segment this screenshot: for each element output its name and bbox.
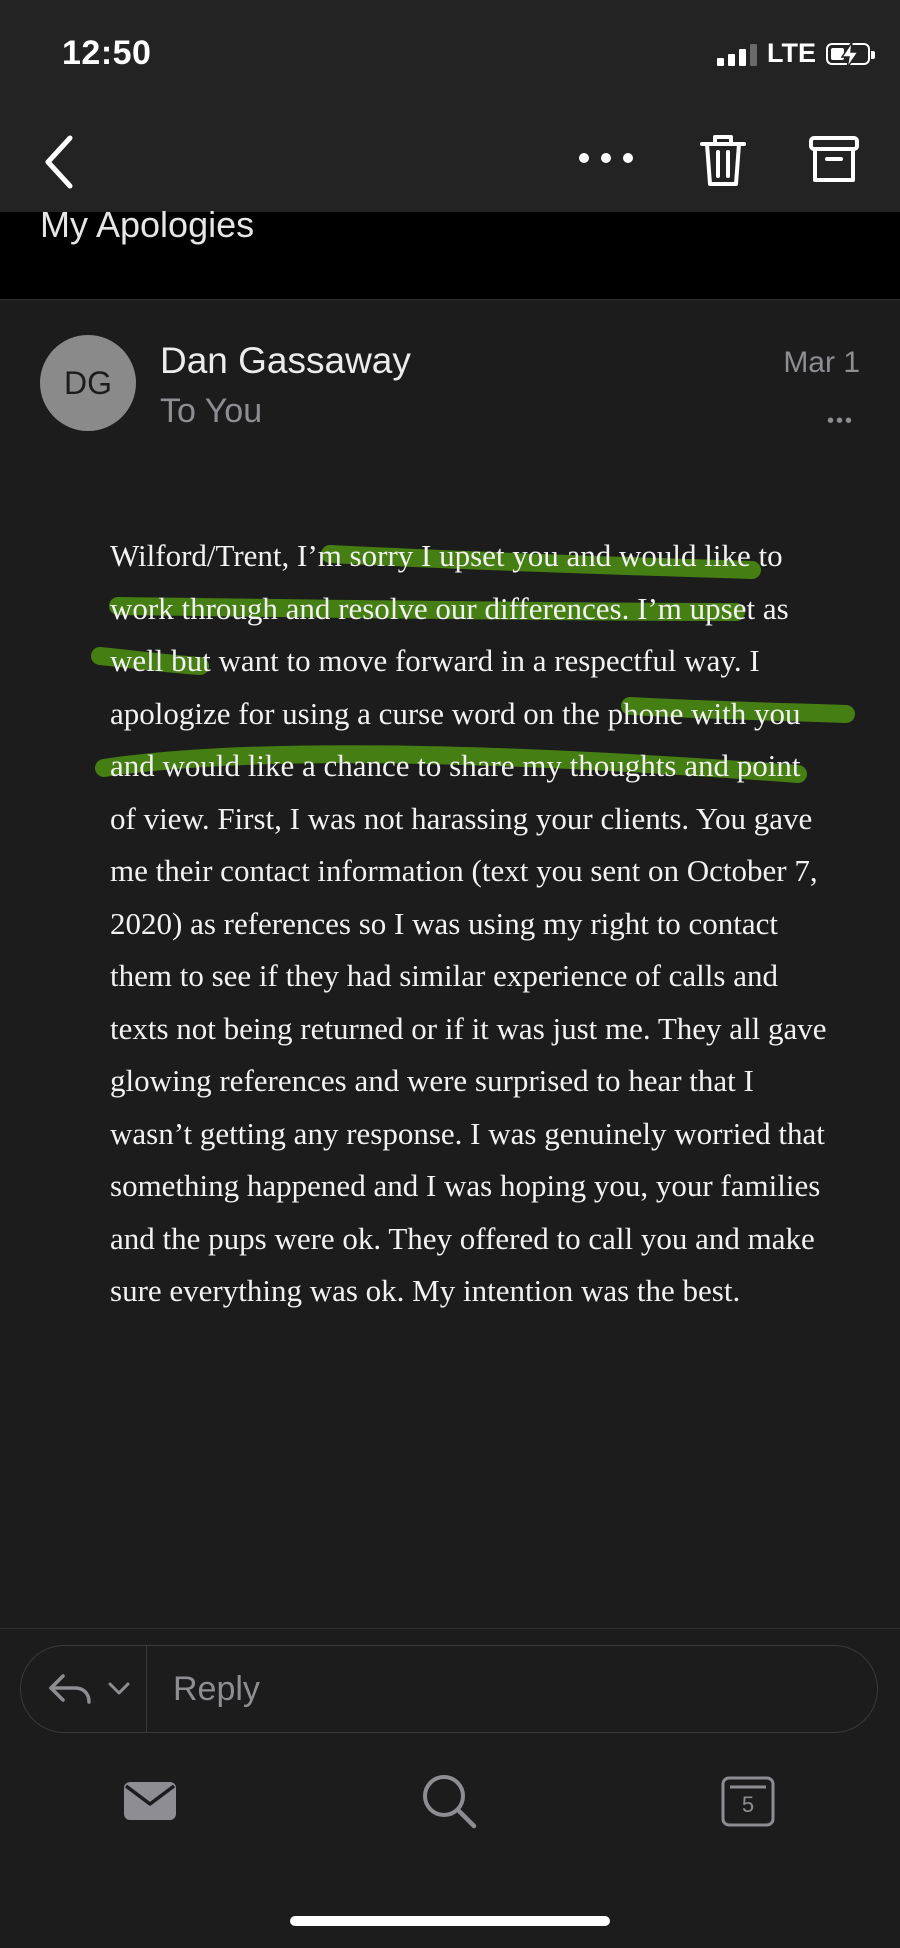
- email-subject: My Apologies: [40, 204, 255, 245]
- calendar-day-number: 5: [741, 1792, 755, 1817]
- message-more-button[interactable]: •••: [826, 410, 854, 432]
- email-body: [110, 530, 830, 1318]
- sender-name[interactable]: Dan Gassaway: [160, 340, 411, 381]
- battery-icon: [826, 43, 870, 65]
- status-bar: [0, 0, 900, 110]
- reply-separator: [146, 1646, 147, 1732]
- trash-icon[interactable]: [698, 132, 748, 188]
- status-time: 12:50: [62, 34, 152, 72]
- network-label: LTE: [767, 38, 816, 68]
- recipient-line[interactable]: To You: [160, 392, 263, 430]
- home-indicator[interactable]: [290, 1916, 610, 1926]
- mail-icon[interactable]: [122, 1780, 178, 1822]
- email-date: Mar 1: [783, 346, 860, 379]
- reply-arrow-icon[interactable]: [47, 1672, 93, 1706]
- ellipsis-icon[interactable]: [576, 136, 636, 176]
- archive-icon[interactable]: [808, 134, 860, 186]
- status-indicators: [717, 38, 870, 69]
- reply-bar[interactable]: [20, 1645, 878, 1733]
- chevron-left-icon[interactable]: [40, 132, 80, 192]
- signal-icon: [717, 42, 757, 66]
- search-icon[interactable]: [420, 1772, 478, 1830]
- reply-button-label[interactable]: Reply: [173, 1670, 260, 1708]
- divider: [0, 1628, 900, 1629]
- divider: [0, 299, 900, 300]
- calendar-icon[interactable]: [720, 1774, 776, 1828]
- avatar[interactable]: DG: [40, 335, 136, 431]
- chevron-down-icon[interactable]: [107, 1680, 131, 1698]
- email-toolbar: [0, 110, 900, 212]
- email-body-text: Wilford/Trent, I’m sorry I upset you and would like to work through and resolve our differences. I’m upset as well but want to move forward in a respectful way. I apologize for using a curse word on the phone with you and would like a chance to share my thoughts and point of view. First, I was not harassing your clients. You gave me their contact information (text you sent on October 7, 2020) as references so I was using my right to contact them to see if they had similar experience of calls and texts not being returned or if it was just me. They all gave glowing references and were surprised to hear that I wasn’t getting any response. I was genuinely worried that something happened and I was hoping you, your families and the pups were ok. They offered to call you and make sure everything was ok. My intention was the best.: [110, 538, 827, 1308]
